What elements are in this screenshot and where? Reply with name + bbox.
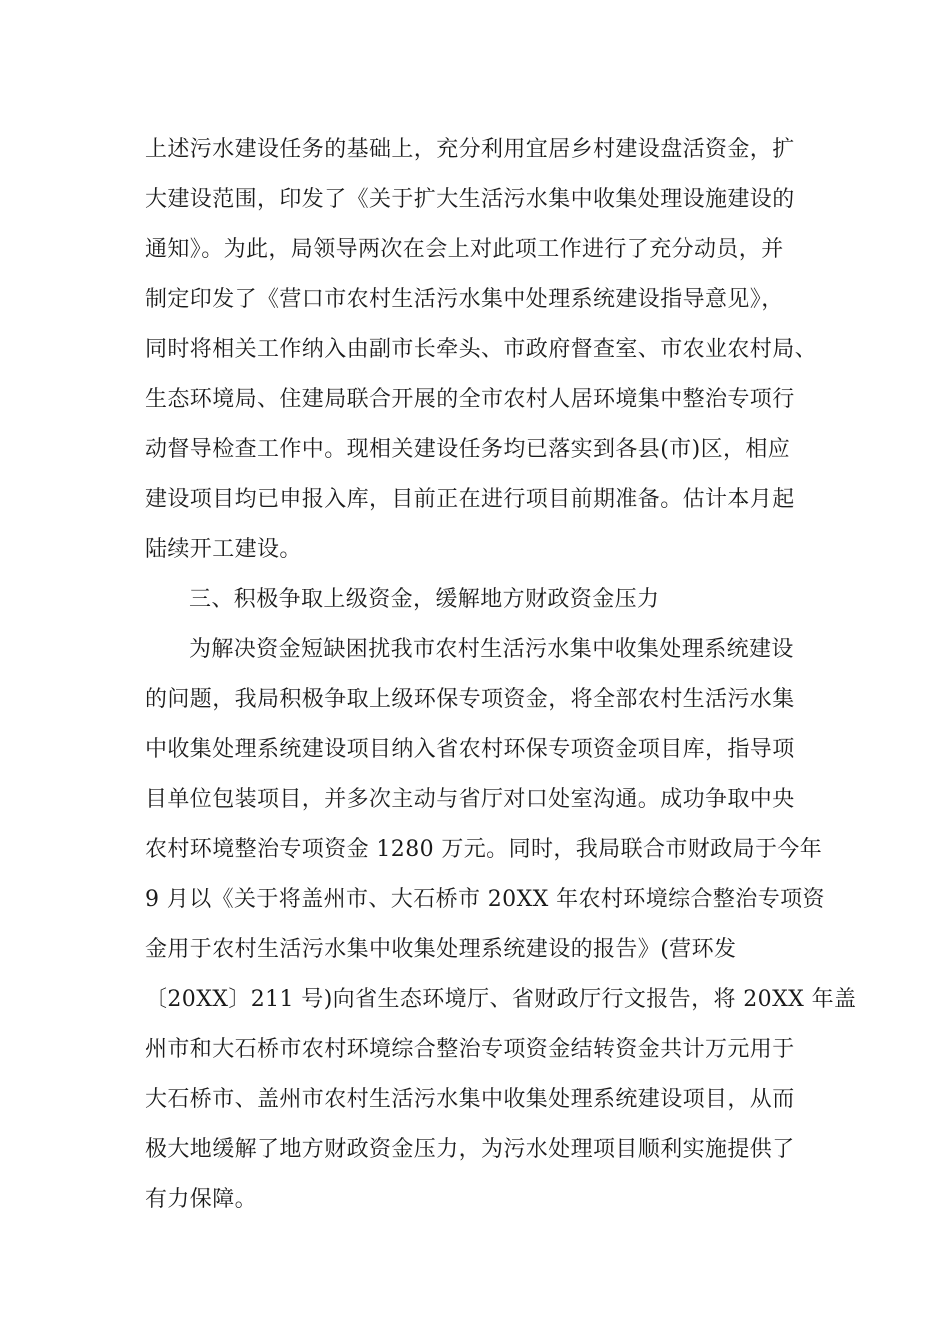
paragraph-line: 制定印发了《营口市农村生活污水集中处理系统建设指导意见》， [145, 287, 784, 312]
paragraph-line: 上述污水建设任务的基础上，充分利用宜居乡村建设盘活资金，扩 [145, 137, 795, 162]
paragraph-line: 农村环境整治专项资金 1280 万元。同时，我局联合市财政局于今年 [145, 837, 823, 862]
paragraph-line: 州市和大石桥市农村环境综合整治专项资金结转资金共计万元用于 [145, 1037, 795, 1062]
paragraph-line: 同时将相关工作纳入由副市长牵头、市政府督查室、市农业农村局、 [145, 337, 818, 362]
paragraph-line: 大建设范围，印发了《关于扩大生活污水集中收集处理设施建设的 [145, 187, 795, 212]
paragraph-line: 金用于农村生活污水集中收集处理系统建设的报告》(营环发 [145, 937, 737, 962]
paragraph-line: 通知》。为此，局领导两次在会上对此项工作进行了充分动员，并 [145, 237, 784, 262]
paragraph-line: 陆续开工建设。 [145, 537, 302, 562]
paragraph-line: 生态环境局、住建局联合开展的全市农村人居环境集中整治专项行 [145, 387, 795, 412]
paragraph-line: 极大地缓解了地方财政资金压力，为污水处理项目顺利实施提供了 [145, 1137, 795, 1162]
paragraph-line: 目单位包装项目，并多次主动与省厅对口处室沟通。成功争取中央 [145, 787, 795, 812]
paragraph-line: 为解决资金短缺困扰我市农村生活污水集中收集处理系统建设 [189, 637, 794, 662]
paragraph-line: 有力保障。 [145, 1187, 258, 1212]
section-heading: 三、积极争取上级资金，缓解地方财政资金压力 [189, 587, 660, 612]
paragraph-line: 的问题，我局积极争取上级环保专项资金，将全部农村生活污水集 [145, 687, 795, 712]
paragraph-line: 中收集处理系统建设项目纳入省农村环保专项资金项目库，指导项 [145, 737, 795, 762]
paragraph-line: 动督导检查工作中。现相关建设任务均已落实到各县(市)区，相应 [145, 437, 791, 462]
paragraph-line: 建设项目均已申报入库，目前正在进行项目前期准备。估计本月起 [145, 487, 795, 512]
paragraph-line: 〔20XX〕211 号)向省生态环境厅、省财政厅行文报告，将 20XX 年盖 [145, 987, 857, 1012]
paragraph-line: 大石桥市、盖州市农村生活污水集中收集处理系统建设项目，从而 [145, 1087, 795, 1112]
paragraph-line: 9 月以《关于将盖州市、大石桥市 20XX 年农村环境综合整治专项资 [145, 887, 825, 912]
